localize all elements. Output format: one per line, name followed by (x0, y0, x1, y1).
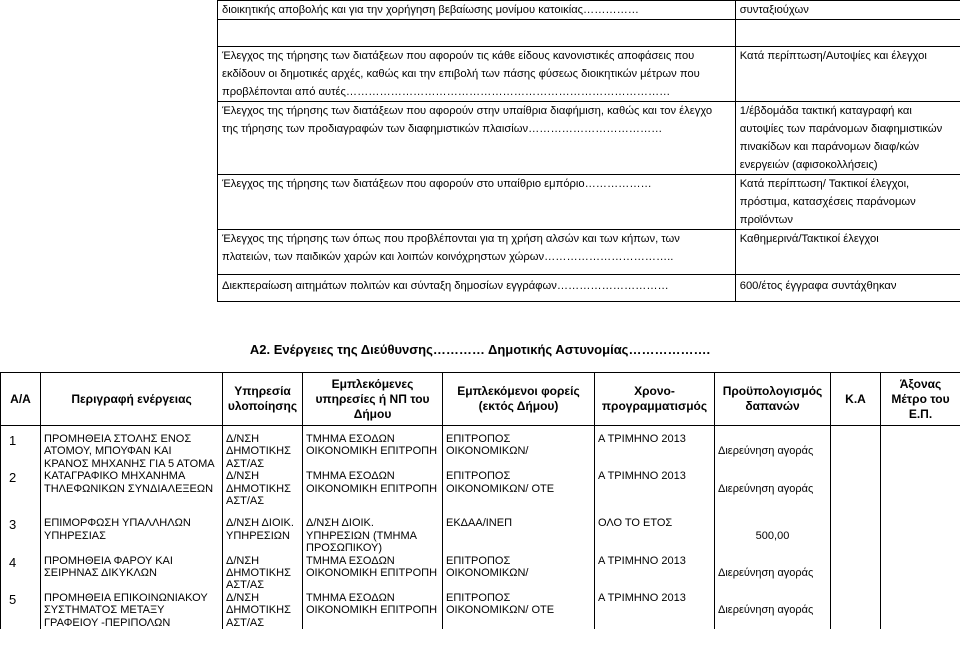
table-row (1, 592, 960, 629)
col-header-service: Υπηρεσία υλοποίησης (223, 373, 303, 426)
duty-description: Έλεγχος της τήρησης των όπως που προβλέπονται για τη χρήση αλσών και των κήπων, των πλατειών, των παιδικών χαρών και λοιπών κοινόχρηστων χώρων…………………………….. (218, 230, 736, 275)
row-involved: ΤΜΗΜΑ ΕΣΟΔΩΝ ΟΙΚΟΝΟΜΙΚΗ ΕΠΙΤΡΟΠΗ (303, 592, 443, 629)
row-service: Δ/ΝΣΗ ΔΗΜΟΤΙΚΗΣ ΑΣΤ/ΑΣ (223, 433, 303, 470)
duty-description: Έλεγχος της τήρησης των διατάξεων που αφορούν τις κάθε είδους κανονιστικές αποφάσεις που εκδίδουν οι δημοτικές αρχές, καθώς και την επιβολή των πάσης φύσεως διοικητικών μέτρων που προβλέπονται από αυτές…………………………………………………………………………… (218, 47, 736, 102)
row-schedule: Α ΤΡΙΜΗΝΟ 2013 (595, 433, 715, 470)
col-header-external: Εμπλεκόμενοι φορείς (εκτός Δήμου) (443, 373, 595, 426)
duty-row (218, 1, 960, 20)
row-number: 3 (1, 517, 41, 554)
duty-frequency: Κατά περίπτωση/Αυτοψίες και έλεγχοι (735, 47, 960, 102)
row-external: ΕΠΙΤΡΟΠΟΣ ΟΙΚΟΝΟΜΙΚΩΝ/ ΟΤΕ (443, 592, 595, 629)
row-number: 2 (1, 470, 41, 507)
duty-description: Διεκπεραίωση αιτημάτων πολιτών και σύνταξη δημοσίων εγγράφων………………………… (218, 275, 736, 302)
duty-row (218, 175, 960, 230)
row-budget: Διερεύνηση αγοράς (715, 592, 831, 629)
row-budget: Διερεύνηση αγοράς (715, 433, 831, 470)
row-description: ΠΡΟΜΗΘΕΙΑ ΕΠΙΚΟΙΝΩΝΙΑΚΟΥ ΣΥΣΤΗΜΑΤΟΣ ΜΕΤΑΞΥ ΓΡΑΦΕΙΟΥ -ΠΕΡΙΠΟΛΩΝ (41, 592, 223, 629)
duty-frequency: 1/έβδομάδα τακτική καταγραφή και αυτοψίες των παράνομων διαφημιστικών πινακίδων και παράνομων διαφ/κών ενεργειών (αφισοκολλήσεις) (735, 102, 960, 175)
section-heading: Α2. Ενέργειες της Διεύθυνσης………… Δημοτικής Αστυνομίας………………. (249, 342, 711, 357)
row-involved: ΤΜΗΜΑ ΕΣΟΔΩΝ ΟΙΚΟΝΟΜΙΚΗ ΕΠΙΤΡΟΠΗ (303, 555, 443, 592)
row-service: Δ/ΝΣΗ ΔΙΟΙΚ. ΥΠΗΡΕΣΙΩΝ (223, 517, 303, 554)
row-budget: Διερεύνηση αγοράς (715, 555, 831, 592)
duty-frequency: 600/έτος έγγραφα συντάχθηκαν (735, 275, 960, 302)
col-header-ka: Κ.Α (831, 373, 881, 426)
row-number: 4 (1, 555, 41, 592)
duty-row (218, 230, 960, 275)
row-service: Δ/ΝΣΗ ΔΗΜΟΤΙΚΗΣ ΑΣΤ/ΑΣ (223, 555, 303, 592)
row-external: ΕΠΙΤΡΟΠΟΣ ΟΙΚΟΝΟΜΙΚΩΝ/ (443, 433, 595, 470)
duty-frequency: Κατά περίπτωση/ Τακτικοί έλεγχοι, πρόστιμα, κατασχέσεις παράνομων προϊόντων (735, 175, 960, 230)
duties-table (217, 0, 960, 302)
table-row (1, 470, 960, 507)
col-header-budget: Προϋπολογισμός δαπανών (715, 373, 831, 426)
row-service: Δ/ΝΣΗ ΔΗΜΟΤΙΚΗΣ ΑΣΤ/ΑΣ (223, 592, 303, 629)
row-external: ΕΚΔΑΑ/ΙΝΕΠ (443, 517, 595, 554)
table-row (1, 555, 960, 592)
row-description: ΚΑΤΑΓΡΑΦΙΚΟ ΜΗΧΑΝΗΜΑ ΤΗΛΕΦΩΝΙΚΩΝ ΣΥΝΔΙΑΛΕΞΕΩΝ (41, 470, 223, 507)
duty-description: Έλεγχος της τήρησης των διατάξεων που αφορούν στην υπαίθρια διαφήμιση, καθώς και τον έλεγχο της τήρησης των προδιαγραφών των διαφημιστικών πλαισίων……………………………… (218, 102, 736, 175)
row-budget: Διερεύνηση αγοράς (715, 470, 831, 507)
duty-frequency: Καθημερινά/Τακτικοί έλεγχοι (735, 230, 960, 275)
duty-row (218, 102, 960, 175)
duty-frequency: συνταξιούχων (735, 1, 960, 20)
duty-description: Έλεγχος της τήρησης των διατάξεων που αφορούν στο υπαίθριο εμπόριο……………… (218, 175, 736, 230)
row-schedule: Α ΤΡΙΜΗΝΟ 2013 (595, 592, 715, 629)
duty-row (218, 275, 960, 302)
col-header-involved: Εμπλεκόμενες υπηρεσίες ή ΝΠ του Δήμου (303, 373, 443, 426)
table-header-row (1, 373, 960, 426)
table-row (1, 517, 960, 554)
col-header-aa: Α/Α (1, 373, 41, 426)
row-involved: Δ/ΝΣΗ ΔΙΟΙΚ. ΥΠΗΡΕΣΙΩΝ (ΤΜΗΜΑ ΠΡΟΣΩΠΙΚΟΥ) (303, 517, 443, 554)
row-description: ΠΡΟΜΗΘΕΙΑ ΦΑΡΟΥ ΚΑΙ ΣΕΙΡΗΝΑΣ ΔΙΚΥΚΛΩΝ (41, 555, 223, 592)
row-schedule: ΟΛΟ ΤΟ ΕΤΟΣ (595, 517, 715, 554)
row-external: ΕΠΙΤΡΟΠΟΣ ΟΙΚΟΝΟΜΙΚΩΝ/ ΟΤΕ (443, 470, 595, 507)
row-description: ΕΠΙΜΟΡΦΩΣΗ ΥΠΑΛΛΗΛΩΝ ΥΠΗΡΕΣΙΑΣ (41, 517, 223, 554)
col-header-description: Περιγραφή ενέργειας (41, 373, 223, 426)
duty-description: διοικητικής αποβολής και για την χορήγηση βεβαίωσης μονίμου κατοικίας…………… (218, 1, 736, 20)
row-schedule: Α ΤΡΙΜΗΝΟ 2013 (595, 470, 715, 507)
row-number: 1 (1, 433, 41, 470)
row-external: ΕΠΙΤΡΟΠΟΣ ΟΙΚΟΝΟΜΙΚΩΝ/ (443, 555, 595, 592)
row-budget: 500,00 (715, 517, 831, 554)
actions-table (0, 372, 960, 629)
duty-row (218, 47, 960, 102)
row-number: 5 (1, 592, 41, 629)
row-description: ΠΡΟΜΗΘΕΙΑ ΣΤΟΛΗΣ ΕΝΟΣ ΑΤΟΜΟΥ, ΜΠΟΥΦΑΝ ΚΑΙ ΚΡΑΝΟΣ ΜΗΧΑΝΗΣ ΓΙΑ 5 ΑΤΟΜΑ (41, 433, 223, 470)
col-header-axis: Άξονας Μέτρο του Ε.Π. (881, 373, 960, 426)
row-service: Δ/ΝΣΗ ΔΗΜΟΤΙΚΗΣ ΑΣΤ/ΑΣ (223, 470, 303, 507)
row-involved: ΤΜΗΜΑ ΕΣΟΔΩΝ ΟΙΚΟΝΟΜΙΚΗ ΕΠΙΤΡΟΠΗ (303, 433, 443, 470)
row-schedule: Α ΤΡΙΜΗΝΟ 2013 (595, 555, 715, 592)
col-header-schedule: Χρονο-προγραμματισμός (595, 373, 715, 426)
table-row (1, 433, 960, 470)
row-involved: ΤΜΗΜΑ ΕΣΟΔΩΝ ΟΙΚΟΝΟΜΙΚΗ ΕΠΙΤΡΟΠΗ (303, 470, 443, 507)
duty-gap-row (218, 20, 960, 47)
